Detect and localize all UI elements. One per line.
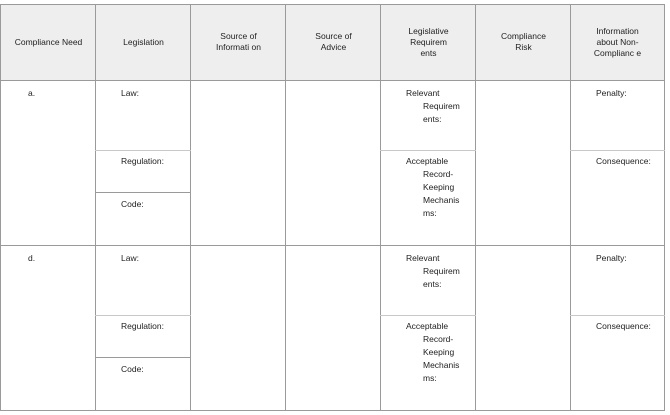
grid-line xyxy=(664,4,665,411)
row-a-consequence-label: Consequence: xyxy=(596,156,651,166)
grid-line xyxy=(0,410,665,411)
grid-line xyxy=(570,150,665,151)
grid-line xyxy=(380,150,476,151)
header-source-of-information: Source of Informati on xyxy=(191,4,286,80)
row-a-label: a. xyxy=(28,88,36,98)
row-d-code-label: Code: xyxy=(121,364,144,374)
row-d-consequence-label: Consequence: xyxy=(596,321,651,331)
grid-line xyxy=(380,4,381,411)
grid-line xyxy=(380,315,476,316)
row-d-label: d. xyxy=(28,253,36,263)
grid-line xyxy=(285,4,286,411)
row-a-relevant-requirements: Relevant Requirem ents: xyxy=(406,88,460,124)
grid-line xyxy=(95,4,96,411)
grid-line xyxy=(570,315,665,316)
header-source-of-advice: Source of Advice xyxy=(286,4,381,80)
grid-line xyxy=(95,192,191,193)
row-a-penalty-label: Penalty: xyxy=(596,88,627,98)
grid-line xyxy=(0,245,665,246)
row-a-record-keeping-mechanisms: Acceptable Record-Keeping Mechanis ms: xyxy=(406,156,460,218)
row-d-regulation-label: Regulation: xyxy=(121,321,165,331)
grid-line xyxy=(570,4,571,411)
row-a-regulation-label: Regulation: xyxy=(121,156,165,166)
header-compliance-risk: Compliance Risk xyxy=(476,4,571,80)
header-legislative-requirements: Legislative Requirem ents xyxy=(381,4,476,80)
header-compliance-need: Compliance Need xyxy=(1,4,96,80)
grid-line xyxy=(95,150,191,151)
grid-line xyxy=(95,357,191,358)
grid-line xyxy=(475,4,476,411)
row-d-penalty-label: Penalty: xyxy=(596,253,627,263)
row-a-code-label: Code: xyxy=(121,199,144,209)
row-d-law-label: Law: xyxy=(121,253,139,263)
grid-line xyxy=(0,4,1,411)
header-legislation: Legislation xyxy=(96,4,191,80)
grid-line xyxy=(0,80,665,81)
grid-line xyxy=(95,315,191,316)
grid-line xyxy=(0,4,665,5)
header-non-compliance-info: Information about Non-Complianc e xyxy=(571,4,664,80)
row-a-law-label: Law: xyxy=(121,88,139,98)
grid-line xyxy=(190,4,191,411)
row-d-relevant-requirements: Relevant Requirem ents: xyxy=(406,253,460,289)
row-d-record-keeping-mechanisms: Acceptable Record-Keeping Mechanis ms: xyxy=(406,321,460,383)
